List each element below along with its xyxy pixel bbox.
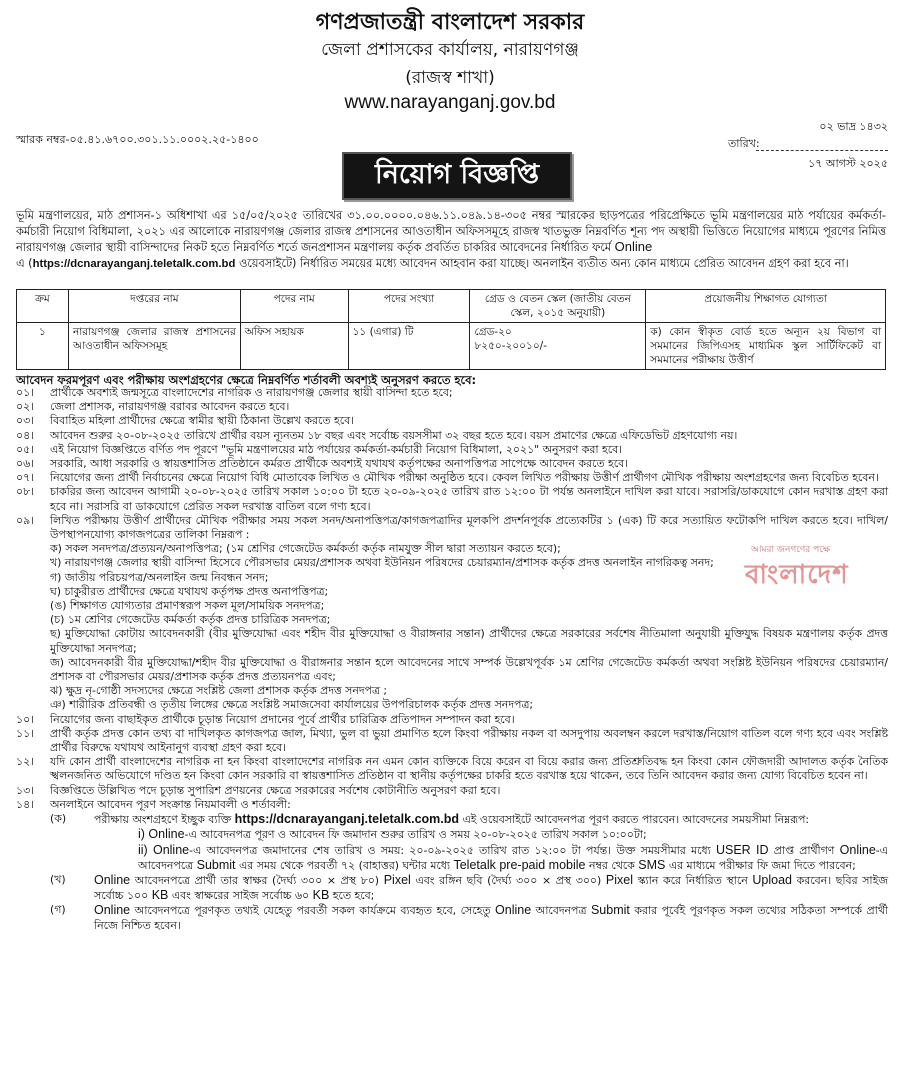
col-grade: গ্রেড ও বেতন স্কেল (জাতীয় বেতন স্কেল, ২০১৫ অনুযায়ী) bbox=[470, 290, 646, 323]
item-number: ১২। bbox=[16, 755, 35, 769]
item-number: ১০। bbox=[16, 712, 35, 726]
online-rule-ga bbox=[16, 903, 888, 932]
rule-en: Submit bbox=[590, 903, 630, 918]
rule-text: পরীক্ষায় অংশগ্রহণে ইচ্ছুক ব্যক্তি bbox=[94, 813, 235, 827]
item-number: ০৬। bbox=[16, 457, 35, 471]
date-block bbox=[728, 118, 888, 170]
item-number: ০৯। bbox=[16, 513, 35, 527]
item-text: যদি কোন প্রার্থী বাংলাদেশের নাগরিক না হন কিংবা বাংলাদেশের নাগরিক নন এমন কোন ব্যক্তিকে বিয়ে করেন বা বিয়ে করার জন্য প্রতিশ্রুতিবদ্ধ হন কিংবা কোন ফৌজদারী আদালত কর্তৃক নৈতিক স্খলনজনিত অভিযোগে দণ্ডিত হন কিংবা কোন সরকারি বা স্বায়ত্তশাসিত প্রতিষ্ঠান বা স্থানীয় কর্তৃপক্ষের চাকরি হতে বরখাস্ত হয়ে থাকেন, তবে তিনি আবেদন করার জন্য যোগ্য বিবেচিত হবেন না। bbox=[50, 755, 888, 783]
scale-value: ৮২৫০-২০০১০/- bbox=[474, 340, 547, 352]
cell-office: নারায়ণগঞ্জ জেলার রাজস্ব প্রশাসনের আওতাধীন অফিসসমূহ bbox=[68, 323, 240, 370]
online-rule-kha bbox=[16, 873, 888, 903]
rule-text: আবেদনপত্রে প্রার্থী তার স্বাক্ষর (দৈর্ঘ্য ৩০০ × প্রস্থ ৮০) bbox=[130, 873, 384, 887]
item-number: ০৪। bbox=[16, 428, 35, 442]
rule-text: -এ আবেদনপত্র পূরণ ও আবেদন ফি জমাদান শুরুর তারিখ ও সময় ২০-০৮-২০২৫ তারিখ সকাল ১০:০০টা; bbox=[184, 828, 647, 842]
document-item: ক) সকল সনদপত্র/প্রত্যয়ন/অনাপত্তিপত্র; (১ম শ্রেণির গেজেটেড কর্মকর্তা কর্তৃক নামযুক্ত সীল দ্বারা সত্যায়ন করতে হবে); bbox=[50, 542, 561, 556]
online-rule-ka bbox=[16, 812, 888, 873]
list-item bbox=[16, 727, 888, 755]
cell-grade bbox=[470, 323, 646, 370]
item-text: প্রার্থীকে অবশ্যই জন্মসূত্রে বাংলাদেশের নাগরিক ও নারায়ণগঞ্জ জেলার স্থায়ী বাসিন্দা হতে হবে; bbox=[50, 386, 453, 399]
list-item bbox=[16, 755, 888, 783]
table-header-row bbox=[17, 290, 886, 323]
memo-number: স্মারক নম্বর-০৫.৪১.৬৭০০.৩০১.১১.০০০২.২৫-১৪০০ bbox=[16, 133, 259, 146]
rule-key: (ক) bbox=[50, 812, 67, 826]
date-english: ১৭ আগস্ট ২০২৫ bbox=[808, 157, 888, 170]
rule-text: এর সময় থেকে পরবর্তী ৭২ (বাহাত্তর) ঘন্টার মধ্যে bbox=[235, 858, 454, 872]
intro-part2: এ ( bbox=[16, 256, 33, 270]
document-item: ছ) মুক্তিযোদ্ধা কোটায় আবেদনকারী (বীর মুক্তিযোদ্ধা এবং শহীদ বীর মুক্তিযোদ্ধা ও বীরাঙ্গনার সন্তান) প্রার্থীদের ক্ষেত্রে সরকারের সর্বশেষ নীতিমালা অনুযায়ী মুক্তিযুদ্ধ বিষয়ক মন্ত্রণালয় কর্তৃক প্রদত্ত মুক্তিযোদ্ধা সনদপত্র; bbox=[50, 627, 888, 655]
date-bangla: ০২ ভাদ্র ১৪৩২ bbox=[819, 120, 888, 133]
item-text: প্রার্থী কর্তৃক প্রদত্ত কোন তথ্য বা দাখিলকৃত কাগজপত্র জাল, মিথ্যা, ভুল বা ভুয়া প্রমাণিত হলে কিংবা পরীক্ষায় নকল বা অসদুপায় অবলম্বন করলে দরখাস্ত/নিয়োগ বাতিল বলে গণ্য হবে এবং সংশ্লিষ্ট প্রার্থীর বিরুদ্ধে যথাযথ আইনানুগ ব্যবস্থা গ্রহণ করা হবে। bbox=[50, 726, 888, 755]
application-url-link[interactable]: https://dcnarayanganj.teletalk.com.bd bbox=[32, 257, 236, 270]
rule-key: (খ) bbox=[50, 872, 66, 886]
grade-value: গ্রেড-২০ bbox=[474, 326, 512, 338]
rule-en: Online bbox=[495, 903, 532, 918]
branch-title: (রাজস্ব শাখা) bbox=[405, 68, 495, 88]
rule-key: (গ) bbox=[50, 903, 66, 917]
document-item: জ) আবেদনকারী বীর মুক্তিযোদ্ধা/শহীদ বীর মুক্তিযোদ্ধা ও বীরাঙ্গনার সন্তান হলে আবেদনের সাথে সম্পর্ক উল্লেখপূর্বক ১ম শ্রেণির গেজেটেড কর্মকর্তা অথবা সংশ্লিষ্ট ইউনিয়ন পরিষদের চেয়ারম্যান/প্রশাসক বা পৌরসভার মেয়র/প্রশাসক কর্তৃক প্রদত্ত প্রত্যয়নপত্র এবং; bbox=[50, 655, 888, 684]
conditions-list bbox=[16, 386, 888, 933]
notice-title: নিয়োগ বিজ্ঞপ্তি bbox=[342, 152, 572, 200]
vacancy-table bbox=[16, 289, 886, 370]
rule-text: এর মাধ্যমে পরীক্ষার ফি জমা দিতে পারবেন; bbox=[665, 858, 856, 872]
rule-text: স্ক্যান করে নির্ধারিত স্থানে bbox=[633, 873, 753, 887]
item-number: ০৫। bbox=[16, 442, 35, 456]
cell-count: ১১ (এগার) টি bbox=[348, 323, 470, 370]
rule-en: SMS bbox=[638, 857, 666, 872]
rule-text: প্রাপ্ত প্রার্থীগণ bbox=[768, 843, 840, 857]
item-text: এই নিয়োগ বিজ্ঞপ্তিতে বর্ণিত পদ পূরণে "ভূমি মন্ত্রণালয়ের মাঠ পর্যায়ের কর্মকর্তা-কর্মচারী নিয়োগ বিধিমালা, ২০২১" অনুসরণ করা হবে। bbox=[50, 442, 623, 456]
item-text: বিজ্ঞপ্তিতে উল্লিখিত পদে চূড়ান্ত সুপারিশ প্রণয়নের ক্ষেত্রে সরকারের সর্বশেষ কোটানীতি অনুসরণ করা হবে। bbox=[50, 783, 501, 797]
rule-en: Online bbox=[94, 903, 131, 918]
item-number: ০৩। bbox=[16, 414, 35, 428]
rule-en: Online bbox=[839, 842, 876, 857]
rule-text: -এ আবেদনপত্রে bbox=[138, 843, 889, 872]
rule-en: Upload bbox=[752, 872, 793, 887]
col-post: পদের নাম bbox=[240, 290, 348, 323]
list-item bbox=[16, 514, 888, 542]
rule-text: এবং রঙ্গিন ছবি (দৈর্ঘ্য ৩০০ × প্রস্থ ৩০০) bbox=[410, 873, 606, 887]
rule-text: এবং স্বাক্ষরের সাইজ সর্বোচ্চ ৬০ bbox=[168, 889, 313, 903]
website-link[interactable]: www.narayanganj.gov.bd bbox=[344, 92, 556, 113]
item-text: সরকারি, আধা সরকারি ও স্বায়ত্তশাসিত প্রতিষ্ঠানে কর্মরত প্রার্থীকে অবশ্যই যথাযথ কর্তৃপক্ষের অনাপত্তিপত্র সাপেক্ষে আবেদন করতে হবে। bbox=[50, 457, 629, 471]
rule-text: করার পূর্বেই পূরণকৃত সকল তথ্যের সঠিকতা সম্পর্কে প্রার্থী নিজে নিশ্চিত হবেন। bbox=[94, 904, 889, 932]
item-number: ১১। bbox=[16, 726, 35, 740]
rule-en: ii) Online bbox=[138, 842, 190, 857]
conditions-heading: আবেদন ফরমপূরণ এবং পরীক্ষায় অংশগ্রহণের ক্ষেত্রে নিম্নবর্ণিত শর্তাবলী অবশ্যই অনুসরণ করতে হবে: bbox=[16, 373, 477, 387]
rule-en: i) Online bbox=[138, 827, 185, 842]
government-title: গণপ্রজাতন্ত্রী বাংলাদেশ সরকার bbox=[315, 10, 585, 35]
rule-en: USER ID bbox=[715, 842, 769, 857]
cell-post: অফিস সহায়ক bbox=[240, 323, 348, 370]
list-item bbox=[16, 471, 888, 485]
list-item bbox=[16, 784, 888, 798]
intro-online: Online bbox=[614, 239, 653, 255]
rule-text: এই ওয়েবসাইটে আবেদনপত্র পূরণ করতে পারবেন। আবেদনের সময়সীমা নিম্নরূপ: bbox=[459, 813, 810, 827]
item-text: আবেদন শুরুর ২০-০৮-২০২৫ তারিখে প্রার্থীর বয়স ন্যূনতম ১৮ বছর এবং সর্বোচ্চ বয়সসীমা ৩২ বছর হতে হবে। বয়স প্রমাণের ক্ষেত্রে এফিডেভিট গ্রহণযোগ্য নয়। bbox=[50, 428, 738, 442]
cell-qualification: ক) কোন স্বীকৃত বোর্ড হতে অন্যূন ২য় বিভাগ বা সমমানের জিপিএসহ মাধ্যমিক স্কুল সার্টিফিকেট বা সমমানের পরীক্ষায় উত্তীর্ণ bbox=[646, 323, 886, 370]
list-item bbox=[16, 457, 888, 471]
item-number: ১৪। bbox=[16, 797, 35, 811]
item-text: নিয়োগের জন্য প্রার্থী নির্বাচনের ক্ষেত্রে নিয়োগ বিধি মোতাবেক লিখিত ও মৌখিক পরীক্ষা অনুষ্ঠিত হবে। কেবল লিখিত পরীক্ষায় উত্তীর্ণ প্রার্থীগণ মৌখিক পরীক্ষায় অংশগ্রহণের জন্য বিবেচিত হবেন। bbox=[50, 471, 879, 485]
table-row bbox=[17, 323, 886, 370]
date-divider bbox=[756, 150, 888, 151]
list-item bbox=[16, 429, 888, 443]
list-item bbox=[16, 386, 888, 400]
list-item bbox=[16, 798, 888, 812]
document-item: (ঙ) শিক্ষাগত যোগ্যতার প্রমাণস্বরূপ সকল মূল/সাময়িক সনদপত্র; bbox=[50, 599, 325, 613]
rule-en: Teletalk pre-paid mobile bbox=[453, 857, 586, 872]
list-item bbox=[16, 485, 888, 513]
item-text: লিখিত পরীক্ষায় উত্তীর্ণ প্রার্থীদের মৌখিক পরীক্ষার সময় সকল সনদ/অনাপত্তিপত্র/কাগজপত্রাদির মূলকপি প্রদর্শনপূর্বক প্রত্যেকটির ১ (এক) টি করে সত্যায়িত ফটোকপি দাখিল করতে হবে। দাখিল/উপস্থাপনযোগ্য কাগজপত্রের তালিকা নিম্নরূপ : bbox=[50, 513, 888, 542]
list-item bbox=[16, 443, 888, 457]
rule-text: হতে হবে; bbox=[329, 889, 375, 903]
item-number: ০৭। bbox=[16, 471, 35, 485]
item-number: ০২। bbox=[16, 400, 35, 414]
item-text: বিবাহিত মহিলা প্রার্থীদের ক্ষেত্রে স্বামীর স্থায়ী ঠিকানা উল্লেখ করতে হবে। bbox=[50, 414, 355, 428]
item-text: চাকরির জন্য আবেদন আগামী ২০-০৮-২০২৫ তারিখ সকাল ১০:০০ টা হতে ২০-০৯-২০২৫ তারিখ রাত ১২:০০ টা পর্যন্ত অনলাইনে দাখিল করা যাবে। সরাসরি/ডাকযোগে কোন দরখাস্ত গ্রহণ করা হবে না। সরাসরি বা ডাকযোগে প্রেরিত সকল দরখাস্ত বাতিল বলে গণ্য হবে। bbox=[50, 485, 888, 513]
document-item: ঘ) চাকুরীরত প্রার্থীদের ক্ষেত্রে যথাযথ কর্তৃপক্ষ প্রদত্ত অনাপত্তিপত্র; bbox=[50, 584, 329, 598]
col-count: পদের সংখ্যা bbox=[348, 290, 470, 323]
document-item: খ) নারায়ণগঞ্জ জেলার স্থায়ী বাসিন্দা হিসেবে পৌরসভার মেয়র/প্রশাসক অথবা ইউনিয়ন পরিষদের চেয়ারম্যান/প্রশাসক কর্তৃক প্রদত্ত অনলাইন নাগরিকত্ব সনদ; bbox=[50, 556, 714, 570]
col-serial: ক্রম bbox=[17, 290, 69, 323]
list-item bbox=[16, 414, 888, 428]
document-item: ঞ) শারীরিক প্রতিবন্ধী ও তৃতীয় লিঙ্গের ক্ষেত্রে সংশ্লিষ্ট সমাজসেবা কার্যালয়ের উপপরিচালক কর্তৃক প্রদত্ত সনদপত্র; bbox=[50, 698, 534, 712]
rule-text: -এ আবেদনপত্র জমাদানের শেষ তারিখ ও সময়: ২০-০৯-২০২৫ তারিখ রাত ১২:০০ টা পর্যন্ত। উক্ত সময়সীমার মধ্যে bbox=[189, 843, 716, 857]
rule-text: আবেদনপত্রে পূরণকৃত তথ্যই যেহেতু পরবর্তী সকল কার্যক্রমে ব্যবহৃত হবে, সেহেতু bbox=[130, 904, 496, 918]
document-item: ঝ) ক্ষুদ্র নৃ-গোষ্ঠী সদস্যদের ক্ষেত্রে সংশ্লিষ্ট জেলা প্রশাসক কর্তৃক প্রদত্ত সনদপত্র ; bbox=[50, 684, 388, 698]
cell-serial: ১ bbox=[17, 323, 69, 370]
item-number: ০৮। bbox=[16, 485, 35, 499]
item-number: ১৩। bbox=[16, 783, 35, 797]
rule-en: Pixel bbox=[605, 872, 633, 887]
rule-en: Online bbox=[94, 872, 131, 887]
rule-text: করবেন। ছবির সাইজ সর্বোচ্চ ১০০ bbox=[94, 873, 888, 903]
intro-part3: ওয়েবসাইটে) নির্ধারিত সময়ের মধ্যে আবেদন আহবান করা যাচ্ছে। অনলাইন ব্যতীত অন্য কোন মাধ্যমে প্রেরিত আবেদন গ্রহণ করা হবে না। bbox=[235, 256, 849, 270]
application-url-link-2[interactable]: https://dcnarayanganj.teletalk.com.bd bbox=[234, 812, 460, 827]
watermark-stamp bbox=[745, 542, 895, 590]
rule-en: KB bbox=[312, 888, 330, 903]
stamp-tagline: আমরা জনগণের পক্ষে bbox=[751, 545, 831, 555]
intro-part1: ভূমি মন্ত্রণালয়ের, মাঠ প্রশাসন-১ অধিশাখা এর ১৫/০৫/২০২৫ তারিখের ৩১.০০.০০০০.০৪৬.১১.০৪৯.১৪-৩০৫ নম্বর স্মারকের ছাড়পত্রের পরিপ্রেক্ষিতে ভূমি মন্ত্রণালয়ের মাঠ পর্যায়ের কর্মকর্তা-কর্মচারী নিয়োগ বিধিমালা, ২০২১ এর আলোকে নারায়ণগঞ্জ জেলার রাজস্ব প্রশাসনের আওতাধীন অফিসসমূহে রাজস্ব খাতভুক্ত নিম্নবর্ণিত শূন্য পদ অস্থায়ী ভিত্তিতে নিয়োগের মাধ্যমে পূরণের নিমিত্ত নারায়ণগঞ্জ জেলার স্থায়ী বাসিন্দাদের নিকট হতে নিম্নবর্ণিত শর্তে জনপ্রশাসন মন্ত্রণালয় কর্তৃক প্রবর্তিত চাকরির আবেদনের নির্ধারিত ফর্মে bbox=[16, 209, 886, 255]
stamp-logo-text: বাংলাদেশ bbox=[745, 560, 849, 590]
intro-paragraph bbox=[16, 208, 886, 272]
list-item bbox=[16, 713, 888, 727]
rule-en: Pixel bbox=[383, 872, 411, 887]
list-item bbox=[16, 400, 888, 414]
item-text: নিয়োগের জন্য বাছাইকৃত প্রার্থীকে চূড়ান্ত নিয়োগ প্রদানের পূর্বে প্রার্থীর চারিত্রিক প্রতিপাদন সম্পাদন করা হবে। bbox=[50, 712, 515, 726]
col-qualification: প্রয়োজনীয় শিক্ষাগত যোগ্যতা bbox=[646, 290, 886, 323]
rule-en: KB bbox=[151, 888, 169, 903]
item-number: ০১। bbox=[16, 386, 35, 399]
item-text: অনলাইনে আবেদন পূরণ সংক্রান্ত নিয়মাবলী ও শর্তাবলী: bbox=[50, 797, 291, 811]
item-text: জেলা প্রশাসক, নারায়ণগঞ্জ বরাবর আবেদন করতে হবে। bbox=[50, 400, 290, 414]
col-office: দপ্তরের নাম bbox=[68, 290, 240, 323]
rule-text: নম্বর থেকে bbox=[585, 858, 639, 872]
rule-text: আবেদনপত্র bbox=[531, 904, 591, 918]
date-label: তারিখ: bbox=[728, 137, 760, 150]
rule-en: Submit bbox=[196, 857, 236, 872]
document-item: গ) জাতীয় পরিচয়পত্র/অনলাইন জন্ম নিবন্ধন সনদ; bbox=[50, 570, 269, 584]
document-item: (চ) ১ম শ্রেণির গেজেটেড কর্মকর্তা কর্তৃক প্রদত্ত চারিত্রিক সনদপত্র; bbox=[50, 613, 331, 627]
office-title: জেলা প্রশাসকের কার্যালয়, নারায়ণগঞ্জ bbox=[321, 40, 579, 60]
